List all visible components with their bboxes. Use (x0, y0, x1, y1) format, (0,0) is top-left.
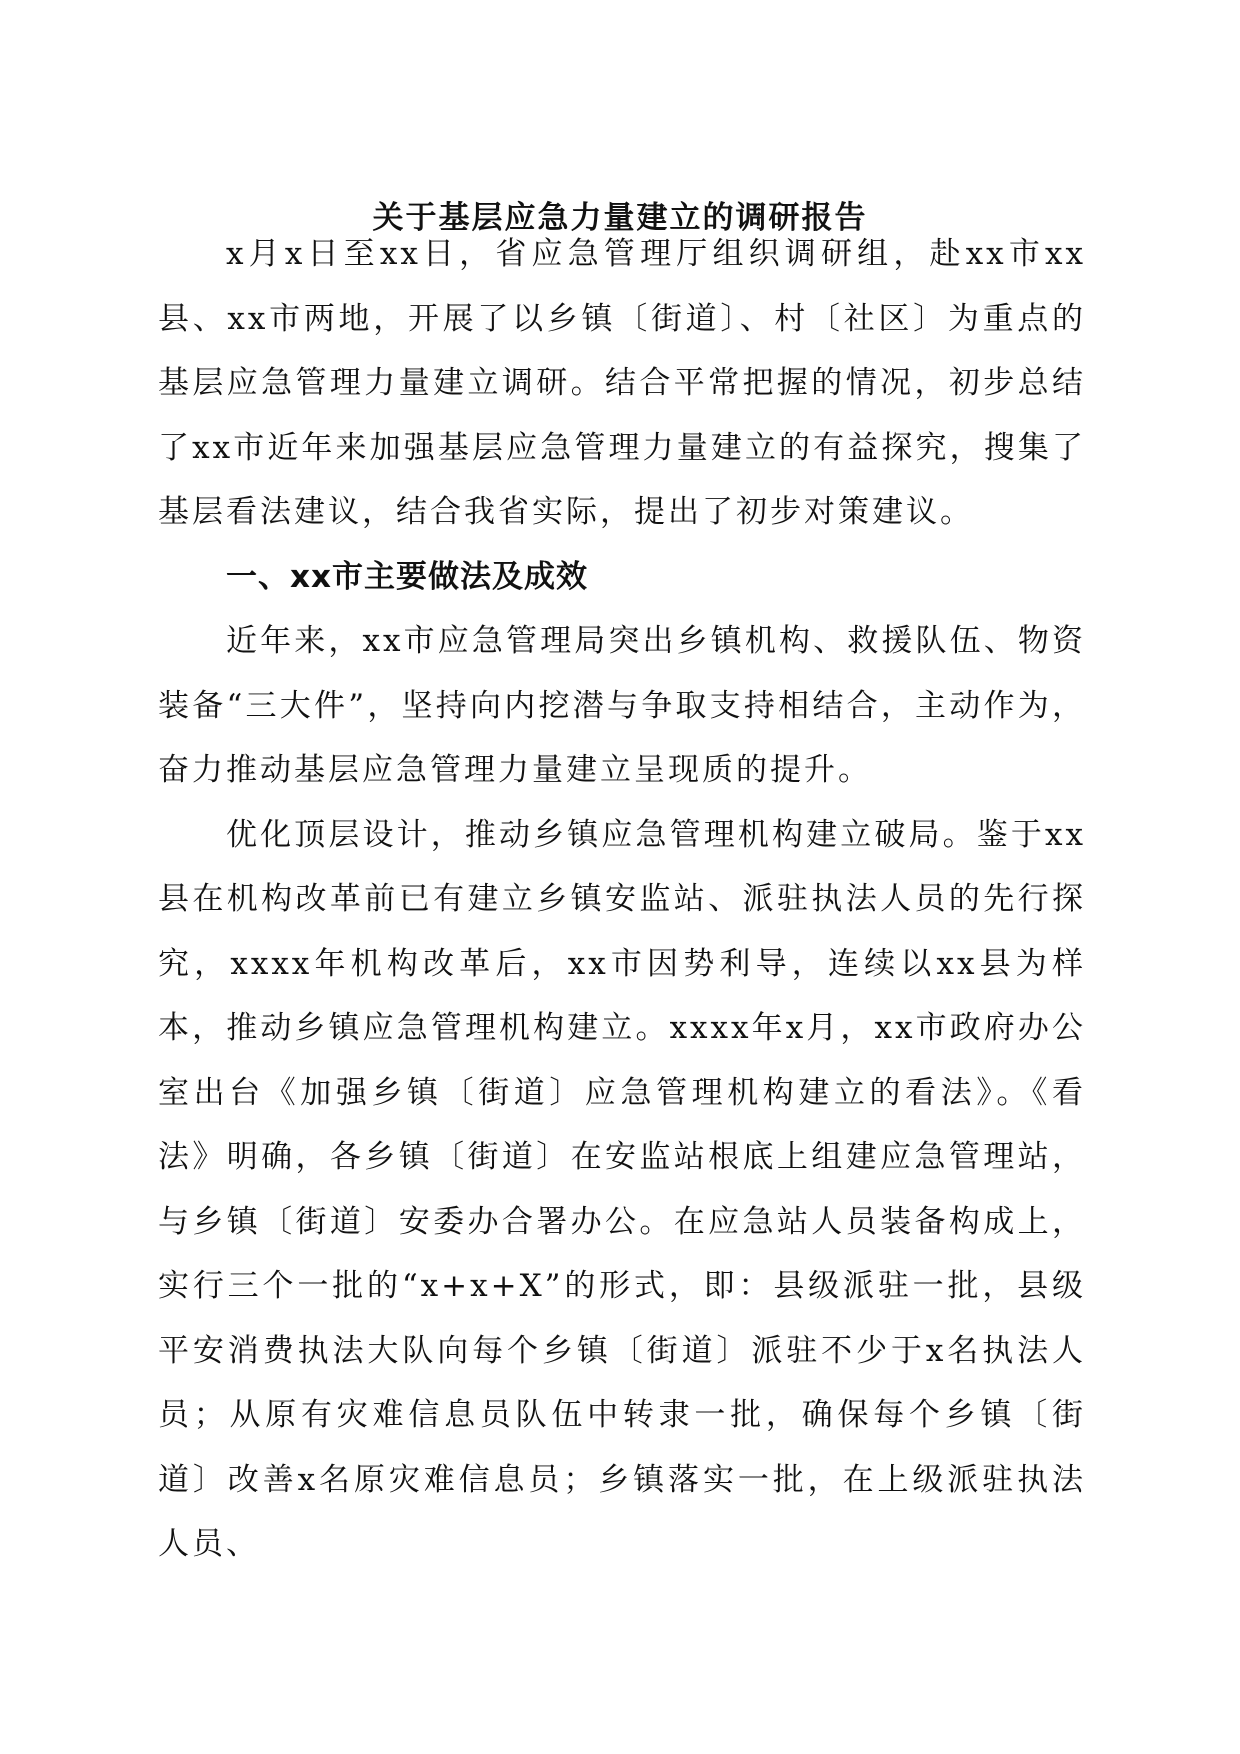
intro-paragraph: x月x日至xx日，省应急管理厅组织调研组，赴xx市xx县、xx市两地，开展了以乡镇〔街道〕、村〔社区〕为重点的基层应急管理力量建立调研。结合平常把握的情况，初步总结了xx市近年来加强基层应急管理力量建立的有益探究，搜集了基层看法建议，结合我省实际，提出了初步对策建议。 (158, 236, 1086, 530)
document-body (158, 222, 1086, 1577)
body-paragraph: 优化顶层设计，推动乡镇应急管理机构建立破局。鉴于xx县在机构改革前已有建立乡镇安监站、派驻执法人员的先行探究，xxxx年机构改革后，xx市因势利导，连续以xx县为样本，推动乡镇应急管理机构建立。xxxx年x月，xx市政府办公室出台《加强乡镇〔街道〕应急管理机构建立的看法》。《看法》明确，各乡镇〔街道〕在安监站根底上组建应急管理站，与乡镇〔街道〕安委办合署办公。在应急站人员装备构成上，实行三个一批的“x+x+X”的形式，即：县级派驻一批，县级平安消费执法大队向每个乡镇〔街道〕派驻不少于x名执法人员；从原有灾难信息员队伍中转隶一批，确保每个乡镇〔街道〕改善x名原灾难信息员；乡镇落实一批，在上级派驻执法人员、 (158, 816, 1086, 1562)
document-title: 关于基层应急力量建立的调研报告 (372, 200, 868, 236)
body-paragraph: 近年来，xx市应急管理局突出乡镇机构、救援队伍、物资装备“三大件”，坚持向内挖潜与争取支持相结合，主动作为，奋力推动基层应急管理力量建立呈现质的提升。 (158, 623, 1086, 788)
section-heading: 一、xx市主要做法及成效 (226, 558, 588, 595)
